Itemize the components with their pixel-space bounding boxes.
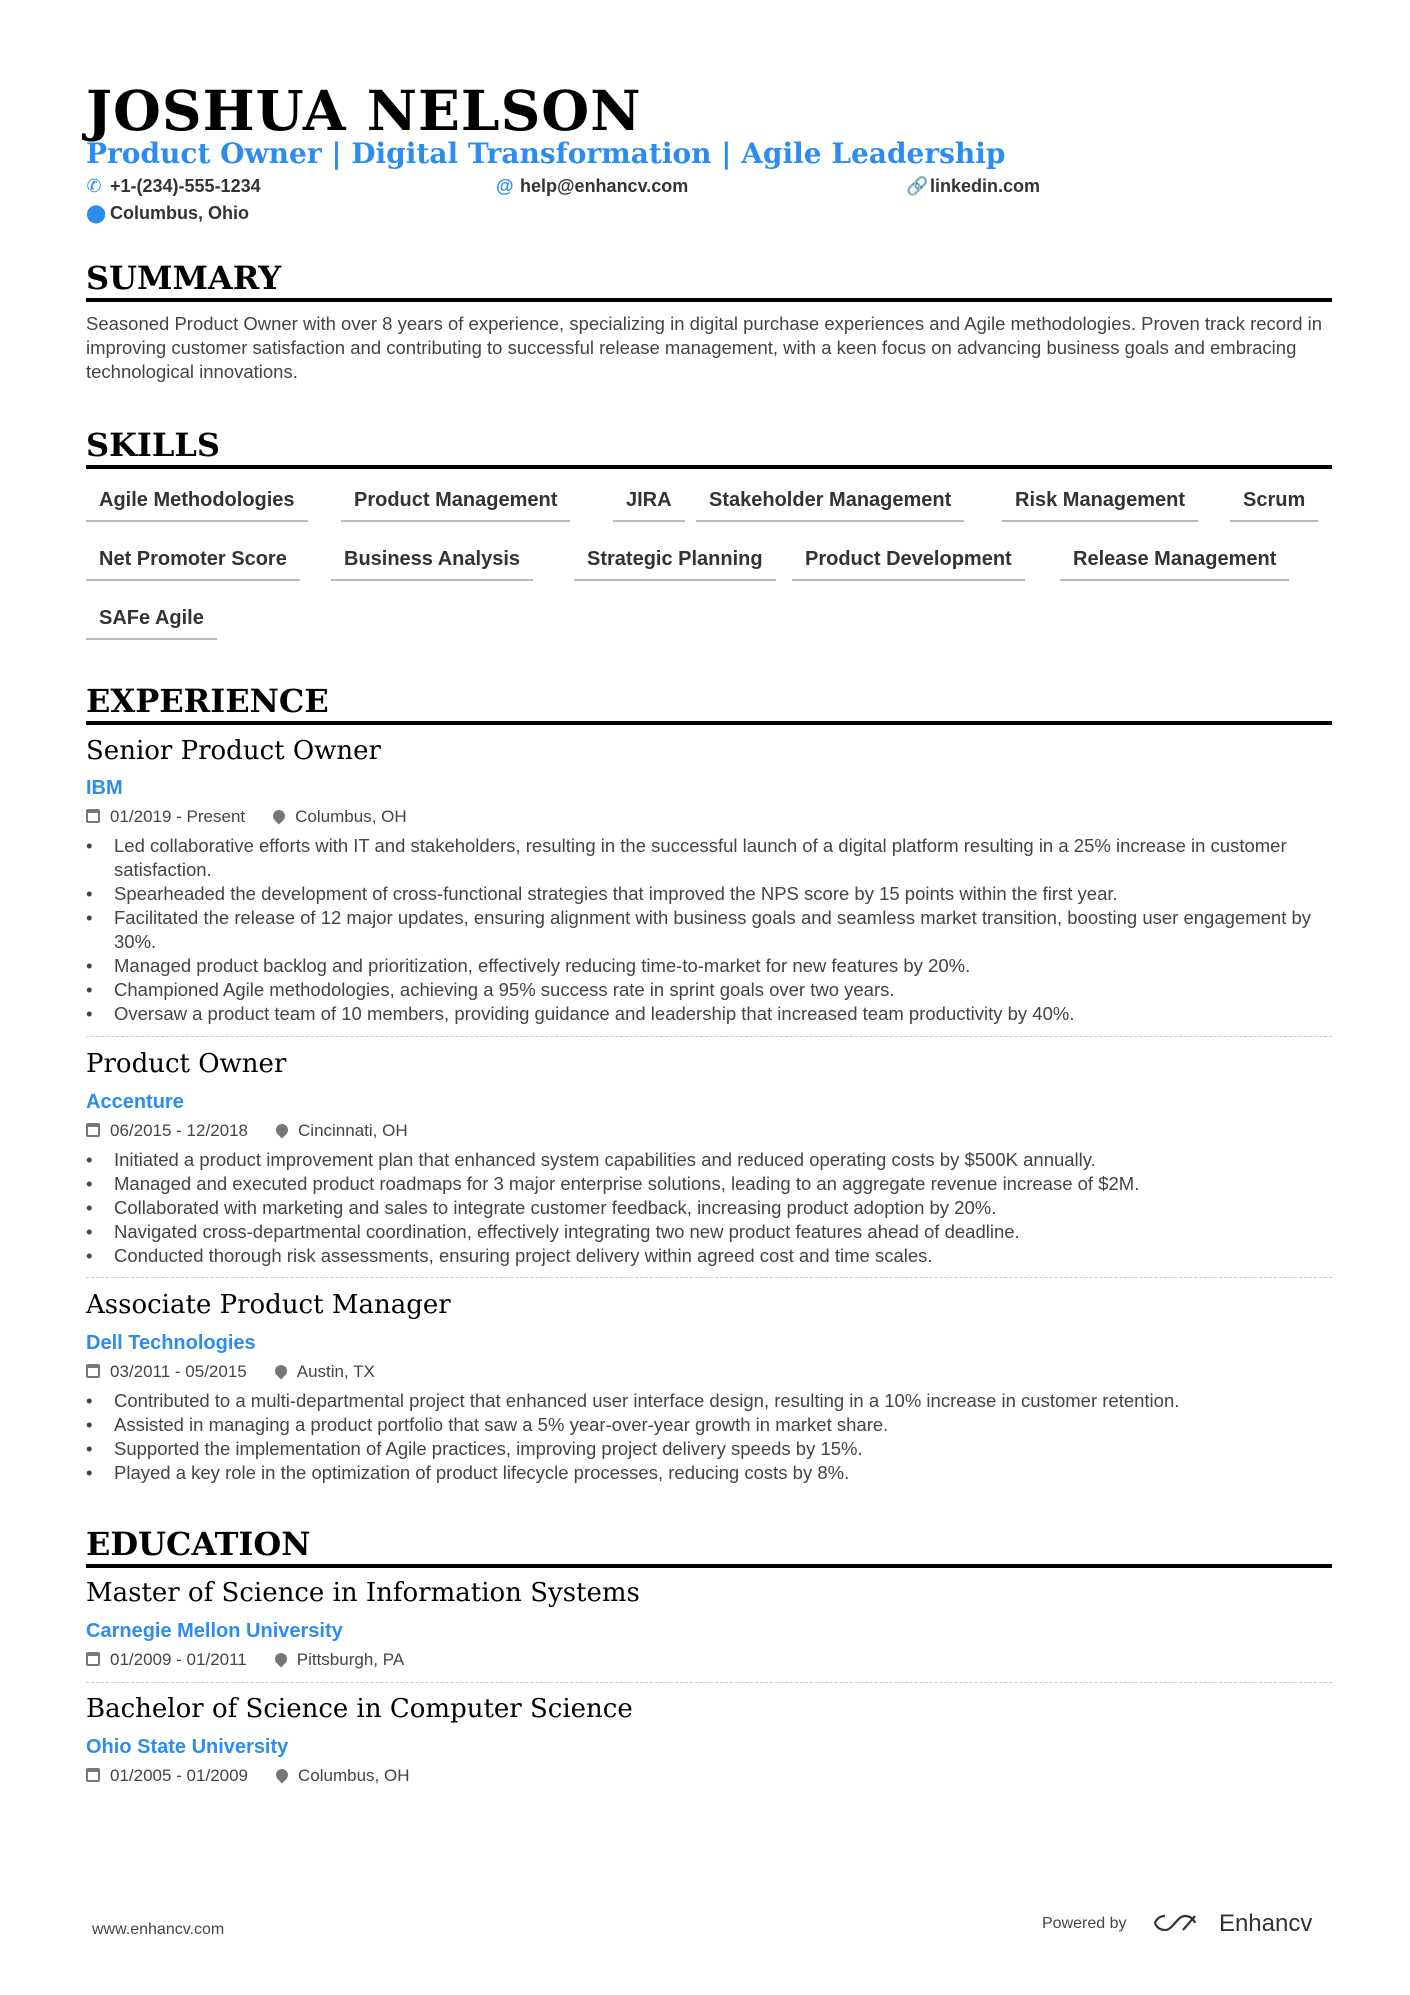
- calendar-icon: [86, 1364, 100, 1378]
- email-text[interactable]: help@enhancv.com: [520, 176, 689, 196]
- headline: Product Owner | Digital Transformation | Agile Leadership: [86, 137, 1006, 170]
- job-location: Cincinnati, OH: [298, 1121, 408, 1140]
- enhancv-brand: Enhancv: [1218, 1910, 1313, 1937]
- divider: [86, 1682, 1332, 1683]
- list-item: • Managed and executed product roadmaps for 3 major enterprise solutions, leading to an aggregate revenue increase of $2M.: [86, 1172, 1332, 1196]
- phone-contact: [86, 175, 261, 197]
- job-dates: 06/2015 - 12/2018: [110, 1121, 249, 1140]
- powered-by-label: Powered by: [1042, 1915, 1127, 1932]
- divider: [86, 1277, 1332, 1278]
- skill-tag: Strategic Planning: [574, 547, 776, 581]
- footer-website[interactable]: www.enhancv.com: [92, 1921, 225, 1938]
- location-pin-icon: [274, 1122, 291, 1139]
- experience-title: EXPERIENCE: [86, 681, 1332, 725]
- candidate-name: JOSHUA NELSON: [86, 78, 642, 143]
- skill-tag: Risk Management: [1002, 488, 1198, 522]
- job-bullets: [86, 1389, 1332, 1485]
- list-item: • Conducted thorough risk assessments, ensuring project delivery within agreed cost and time scales.: [86, 1244, 1332, 1268]
- list-item: • Oversaw a product team of 10 members, providing guidance and leadership that increased team productivity by 40%.: [86, 1002, 1332, 1026]
- education-title: EDUCATION: [86, 1524, 1332, 1568]
- edu-dates: 01/2009 - 01/2011: [110, 1650, 247, 1669]
- skill-tag: Product Development: [792, 547, 1025, 581]
- edu-location: Pittsburgh, PA: [296, 1650, 405, 1669]
- calendar-icon: [86, 1768, 100, 1782]
- skill-tag: Agile Methodologies: [86, 488, 308, 522]
- skill-tag: Business Analysis: [331, 547, 533, 581]
- location-contact: [86, 202, 249, 224]
- job-company: Dell Technologies: [86, 1332, 256, 1354]
- location-pin-icon: ⬤: [86, 203, 107, 223]
- edu-degree: Master of Science in Information Systems: [86, 1578, 640, 1608]
- job-company: IBM: [86, 777, 123, 799]
- email-contact[interactable]: [496, 175, 688, 197]
- list-item: • Managed product backlog and prioritization, effectively reducing time-to-market for new features by 20%.: [86, 954, 1332, 978]
- summary-text: Seasoned Product Owner with over 8 years of experience, specializing in digital purchase experiences and Agile methodologies. Proven track record in improving customer satisfaction and contributing to successful release management, with a keen focus on advancing business goals and embracing technological innovations.: [86, 313, 1323, 382]
- edu-school: Ohio State University: [86, 1736, 289, 1758]
- list-item: • Played a key role in the optimization of product lifecycle processes, reducing costs by 8%.: [86, 1461, 1332, 1485]
- skill-tag: Scrum: [1230, 488, 1318, 522]
- edu-meta: [86, 1649, 404, 1671]
- job-location: Columbus, OH: [295, 807, 407, 826]
- job-meta: [86, 806, 407, 828]
- calendar-icon: [86, 809, 100, 823]
- edu-meta: [86, 1765, 410, 1787]
- list-item: • Championed Agile methodologies, achieving a 95% success rate in sprint goals over two years.: [86, 978, 1332, 1002]
- list-item: • Assisted in managing a product portfolio that saw a 5% year-over-year growth in market share.: [86, 1413, 1332, 1437]
- job-bullets: [86, 834, 1332, 1026]
- edu-location: Columbus, OH: [298, 1766, 410, 1785]
- skill-tag: Stakeholder Management: [696, 488, 964, 522]
- job-bullets: [86, 1148, 1332, 1268]
- linkedin-contact[interactable]: [906, 175, 1040, 197]
- list-item: • Spearheaded the development of cross-functional strategies that improved the NPS score by 15 points within the first year.: [86, 882, 1332, 906]
- linkedin-text[interactable]: linkedin.com: [930, 176, 1041, 196]
- skills-title: SKILLS: [86, 425, 1332, 469]
- location-pin-icon: [272, 1651, 289, 1668]
- job-role: Senior Product Owner: [86, 736, 381, 766]
- at-icon: @: [496, 176, 514, 196]
- phone-text: +1-(234)-555-1234: [110, 176, 261, 196]
- calendar-icon: [86, 1123, 100, 1137]
- edu-degree: Bachelor of Science in Computer Science: [86, 1694, 633, 1724]
- list-item: • Contributed to a multi-departmental project that enhanced user interface design, resulting in a 10% increase in customer retention.: [86, 1389, 1332, 1413]
- job-location: Austin, TX: [296, 1362, 375, 1381]
- list-item: • Collaborated with marketing and sales to integrate customer feedback, increasing product adoption by 20%.: [86, 1196, 1332, 1220]
- job-meta: [86, 1120, 408, 1142]
- skill-tag: Net Promoter Score: [86, 547, 300, 581]
- list-item: • Navigated cross-departmental coordination, effectively integrating two new product features ahead of deadline.: [86, 1220, 1332, 1244]
- enhancv-logo-icon: [1153, 1912, 1197, 1934]
- skill-tag: Product Management: [341, 488, 570, 522]
- job-role: Product Owner: [86, 1049, 287, 1079]
- list-item: • Led collaborative efforts with IT and stakeholders, resulting in the successful launch of a digital platform resulting in a 25% increase in customer satisfaction.: [86, 834, 1332, 882]
- list-item: • Initiated a product improvement plan that enhanced system capabilities and reduced operating costs by $500K annually.: [86, 1148, 1332, 1172]
- calendar-icon: [86, 1652, 100, 1666]
- divider: [86, 1036, 1332, 1037]
- location-text: Columbus, Ohio: [110, 203, 249, 223]
- job-meta: [86, 1361, 375, 1383]
- location-pin-icon: [272, 1363, 289, 1380]
- job-company: Accenture: [86, 1091, 184, 1113]
- edu-dates: 01/2005 - 01/2009: [110, 1766, 249, 1785]
- skill-tag: SAFe Agile: [86, 606, 217, 640]
- job-dates: 01/2019 - Present: [110, 807, 246, 826]
- list-item: • Supported the implementation of Agile practices, improving project delivery speeds by 15%.: [86, 1437, 1332, 1461]
- location-pin-icon: [271, 808, 288, 825]
- skill-tag: JIRA: [613, 488, 685, 522]
- footer-branding: [1042, 1910, 1312, 1938]
- job-role: Associate Product Manager: [86, 1290, 451, 1320]
- list-item: • Facilitated the release of 12 major updates, ensuring alignment with business goals and seamless market transition, boosting user engagement by 30%.: [86, 906, 1332, 954]
- phone-icon: ✆: [86, 176, 102, 196]
- edu-school: Carnegie Mellon University: [86, 1620, 343, 1642]
- link-icon: 🔗: [906, 176, 929, 196]
- skill-tag: Release Management: [1060, 547, 1289, 581]
- summary-title: SUMMARY: [86, 258, 1332, 302]
- job-dates: 03/2011 - 05/2015: [110, 1362, 247, 1381]
- location-pin-icon: [274, 1767, 291, 1784]
